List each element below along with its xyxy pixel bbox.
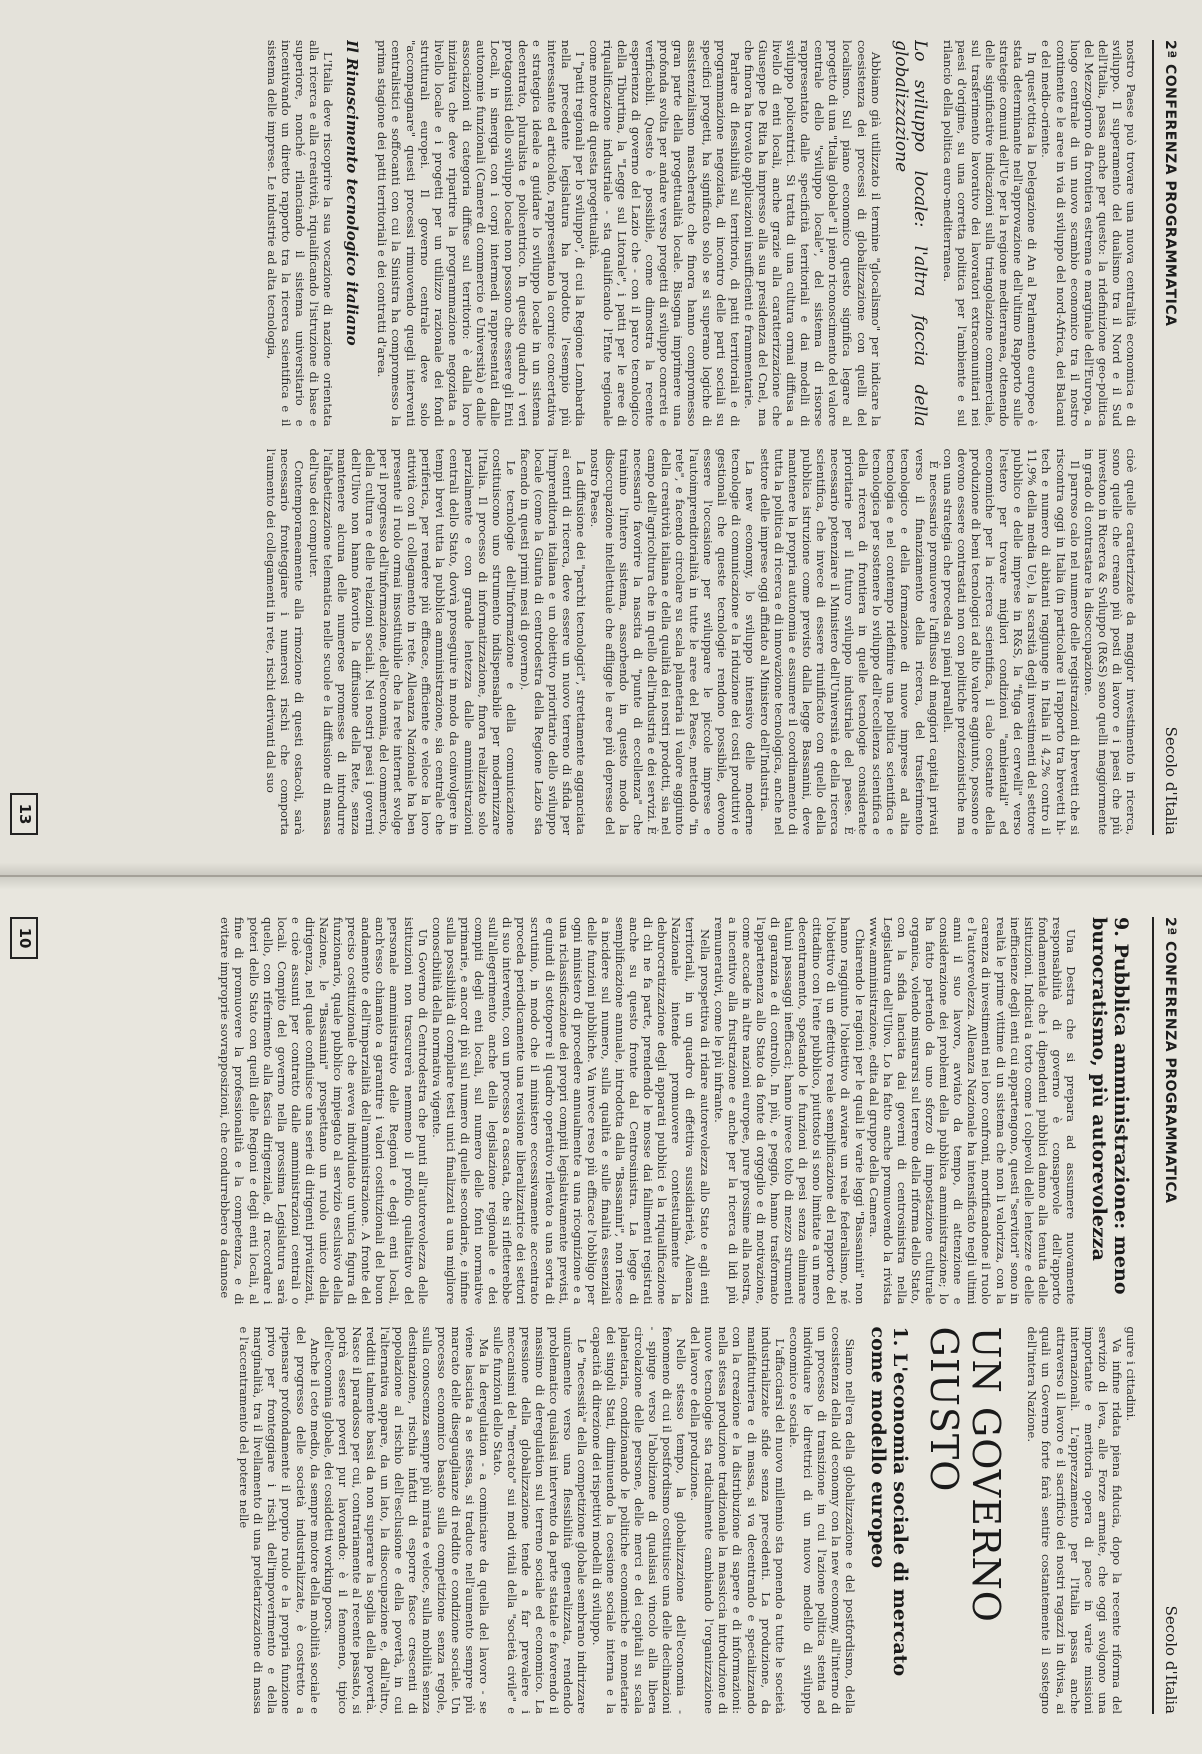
left-page-column-2 bbox=[48, 449, 1138, 836]
paragraph: Nella prospettiva di ridare autorevolezza allo Stato e agli enti territoriali, in un quadro di effettiva sussidiarietà, Alleanza Nazionale intende promuovere contestualmente la deburocratizzazione degli apparati pubblici e la riqualificazione di chi ne fa parte, prendendo le mosse dai fallimenti registrati anche su questo fronte dal Centrosinistra. La legge di semplificazione annuale, introdotta dalla "Bassanini", non riesce a incidere sul numero, sulla qualità e sulle finalità essenziali delle funzioni pubbliche. Va invece reso più efficace l'obbligo per ogni ministero di procedere annualmente a una ricognizione e a una riclassificazione dei propri compiti legislativamente previsti, e quindi di sottoporre il quadro operativo rilevato a una sorta di scrutinio, in modo che il ministero eccessivamente accentrato proceda periodicamente una revisione liberalizzatrice dei settori di suo intervento, con un processo a cascata, che si rifletterebbe sull'allegerimento anche della legislazione regionale e dei compiti degli enti locali, sul numero delle fonti normative primarie, e ancor di più sul numero di quelle secondarie, e infine sulla possibilità di compilare testi unici finalizzati a una migliore conoscibilità della normativa vigente. bbox=[429, 917, 712, 1305]
paragraph: Ma la deregulation - a cominciare da quella del lavoro - se viene lasciata a se stessa, si traduce nell'aumento sempre più marcato delle diseguaglianze di reddito e condizione sociale. Un processo economico basato sulla competizione senza regole, sulla conoscenza sempre più mirata e veloce, sulla mobilità senza destinazione, rischia infatti di esporre fasce crescenti di popolazione al rischio dell'esclusione e della povertà, in cui l'alternativa appare, da un lato, la disoccupazione e, dall'altro, redditi talmente bassi da non superare la soglia della povertà. Nasce il paradosso per cui, contrariamente al recente passato, si potrà essere poveri pur lavorando: è il fenomeno, tipico dell'economia globale, dei cosiddetti working poors. bbox=[321, 1326, 491, 1714]
paragraph: Nello stesso tempo, la globalizzazione dell'economia - fenomeno di cui il postfordismo costituisce una delle declinazioni - spinge verso l'abolizione di qualsiasi vincolo alla libera circolazione delle persone, delle merci e dei capitali su scala planetaria, condizionando le politiche economiche e monetarie dei singoli Stati, diminuendo la coesione sociale interna e la capacità di direzione dei rispettivi modelli di sviluppo. bbox=[589, 1326, 689, 1714]
section-heading-sviluppo-locale: Lo sviluppo locale: l'altra faccia della globalizzazione bbox=[890, 40, 930, 427]
right-page-column-2 bbox=[48, 1327, 1138, 1715]
paragraph: Abbiamo già utilizzato il termine "glocalismo" per indicare la coesistenza dei processi di globalizzazione con quelli del localismo. Sul piano economico questo significa legare al progetto di una "Italia globale" il pieno riconoscimento del valore centrale dello "sviluppo locale", del sistema di risorse rappresentato dalle specificità territoriali e dai modelli di sviluppo policentrici. Si tratta di una cultura ormai diffusa a livello di enti locali, anche grazie alla caratterizzazione che Giuseppe De Rita ha impresso alla sua presidenza del Cnel, ma che finora ha trovato applicazioni insufficienti e frammentarie. bbox=[741, 40, 883, 427]
right-page-columns bbox=[48, 917, 1138, 1714]
paragraph: cioè quelle caratterizzate da maggior investimento in ricerca, sono quelle che creano più posti di lavoro e i paesi che più investono in Ricerca & Sviluppo (R&S) sono quelli maggiormente in grado di contrastare la disoccupazione. bbox=[1081, 448, 1138, 835]
running-head-publication: Secolo d'Italia bbox=[1162, 726, 1180, 835]
paragraph: Contemporaneamente alla rimozione di questi ostacoli, sarà necessario fronteggiare i numerosi rischi che comporta l'aumento dei collegamenti in rete, rischi derivanti dal suo bbox=[264, 448, 307, 835]
paragraph: Chiarendo le ragioni per le quali le varie leggi "Bassanini" non hanno raggiunto l'obiettivo di avviare un reale federalismo, né l'obiettivo di un effettivo reale semplificazione del rapporto del cittadino con l'ente pubblico, piuttosto si sono limitate a un mero decentramento, spostando le funzioni di pesi senza eliminare taluni passaggi inefficaci; hanno invece tolto di mezzo strumenti di garanzia e di controllo. In più, e peggio, hanno trasformato l'appartenenza allo Stato da fonte di orgoglio e di motivazione, come accade in altre nazioni europee, pure prossime alla nostra, a incentivo alla frustrazione e anche per la ricerca di lidi più remunerativi, come le più infrante. bbox=[711, 917, 867, 1305]
paragraph: L'Italia deve riscoprire la sua vocazione di nazione orientata alla ricerca e alla creatività, riqualificando l'istruzione di base e superiore, nonché rilanciando il sistema universitario e incentivando un diretto rapporto tra la ricerca scientifica e il sistema delle imprese. Le industrie ad alta tecnologia, bbox=[264, 40, 336, 427]
running-head-publication: Secolo d'Italia bbox=[1162, 1605, 1180, 1714]
right-page bbox=[0, 877, 1202, 1754]
paragraph: Il parroso calo nel numero delle registrazioni di brevetti che si riscontra oggi in Italia (in particolare il rapporto tra brevetti hi-tech e numero di abitanti raggiunge in Italia il 4,2% contro il 11,9% della media Ue), la scarsità degli investimenti del settore pubblico e delle imprese in R&S, la "fuga dei cervelli" verso l'estero per trovare migliori condizioni "ambientali" ed economiche per la ricerca scientifica, il calo costante della produzione di beni tecnologici ad alto valore aggiunto, possono e devono essere contrastati non con politiche protezionistiche ma con una strategia che proceda su piani paralleli. bbox=[940, 448, 1082, 835]
right-page-column-1 bbox=[48, 917, 1138, 1305]
page-number: 10 bbox=[10, 917, 38, 959]
paragraph: È necessario promuovere l'afflusso di maggiori capitali privati verso il finanziamento della ricerca, del trasferimento tecnologico e della formazione di nuove imprese ad alta tecnologia e nel contempo ridefinire una politica scientifica e tecnologica per sostenere lo sviluppo dell'eccellenza scientifica e della ricerca di frontiera in quelle tecnologie considerate prioritarie per il futuro sviluppo industriale del paese. È necessario potenziare il Ministero dell'Università e della ricerca scientifica, che invece di essere riunificato con quello della pubblica istruzione come previsto dalla legge Bassanini, deve mantenere la propria autonomia e assumere il coordinamento di tutta la politica di ricerca e di innovazione tecnologica, anche nel settore delle imprese oggi affidato al Ministero dell'Industria. bbox=[757, 448, 941, 835]
paragraph: In quest'ottica la Delegazione di An al Parlamento europeo è stata determinante nell'approvazione dell'ultimo Rapporto sulle strategie comuni dell'Ue per la regione mediterranea, ottenendo delle significative indicazioni sulla triangolazione commerciale, sul trasferimento lavorativo dei lavoratori extracomunitari nei paesi d'origine, su una corretta politica per l'ambiente e sul rilancio della politica euro-mediterranea. bbox=[940, 40, 1040, 427]
paragraph: guire i cittadini. bbox=[1124, 1326, 1138, 1421]
running-head-section: 2ª CONFERENZA PROGRAMMATICA bbox=[1162, 917, 1178, 1204]
chapter-title: UN GOVERNO GIUSTO bbox=[922, 1326, 1009, 1623]
paragraph: Va infine ridata piena fiducia, dopo la recente riforma del servizio di leva, alle Forze armate, che oggi svolgono una importante e meritoria opera di pace in varie missioni internazionali. L'apprezzamento per l'Italia passa anche attraverso il lavoro e il sacrificio dei nostri ragazzi in divisa, ai quali un Governo forte farà sentire costantemente il sostegno dell'intera Nazione. bbox=[1025, 1326, 1124, 1714]
left-page-columns bbox=[48, 40, 1138, 835]
paragraph: Un Governo di Centrodestra che punti all'autorevolezza delle istituzioni non trascurerà nemmeno il profilo qualitativo del personale amministrativo delle Regioni e degli enti locali, anch'esso chiamato a garantire i valori costituzionali del buon andamento e dell'imparzialità dell'amministrazione. A fronte del preciso costituzionale che aveva individuato un'unica figura di funzionario, quale pubblico impiegato al servizio esclusivo della Nazione, le "Bassanini" prospettano un ruolo unico della dirigenza, nel quale confluisce una serie di dirigenti privatizzati, e cioè assunti per contratto dalle amministrazioni centrali o locali. Compito del governo nella prossima Legislatura sarà quello, con riferimento alla fascia dirigenziale, di raccordare i poteri dello Stato con quelli delle Regioni e degli enti locali, al fine di promuovere la professionalità e la competenza, e di evitare improprie sovrapposizioni, che condurrebbero a dannose bbox=[218, 917, 430, 1305]
paragraph: nostro Paese può trovare una nuova centralità economica e di sviluppo. Il superamento del dualismo tra il Nord e il Sud dell'Italia, passa anche per questo: la ridefinizione geo-politica del Mezzogiorno da frontiera estrema e marginale dell'Europa, a luogo centrale di un nuovo scambio economico tra il nostro continente e le aree in via di sviluppo del nord-Africa, dei Balcani e del medio-oriente. bbox=[1039, 40, 1138, 427]
paragraph: Le tecnologie dell'informazione e della comunicazione costituiscono uno strumento indispensabile per modernizzare l'Italia. Il processo di informatizzazione, finora realizzato solo parzialmente e con grande lentezza dalle amministrazioni centrali dello Stato, dovrà proseguire in modo da coinvolgere in tempi brevi tutta la pubblica amministrazione, sia centrale che periferica, per rendere più efficace, efficiente e veloce la loro attività con il collegamento in rete. Alleanza Nazionale ha ben presente il ruolo ormai insostituibile che la rete internet svolge per il progresso dell'informazione, dell'economia, del commercio, della cultura e delle relazioni sociali. Nei nostri paesi i governi dell'Ulivo non hanno favorito la diffusione della Rete, senza mantenere alcuna delle numerose promesse di introdurre l'alfabetizzazione telematica nelle scuole e la diffusione di massa dell'uso dei computer. bbox=[306, 448, 518, 835]
paragraph: Una Destra che si prepara ad assumere nuovamente responsabilità di governo è consapevole dell'apporto fondamentale che i dipendenti pubblici danno alla tenuta delle istituzioni. Indicati a torto come i colpevoli delle lentezze e delle inefficienze degli enti cui appartengono, questi "servitori" sono in realtà le prime vittime di un sistema che non li valorizza, con la carenza di investimenti nei loro confronti, mortificandone il ruolo e l'autorevolezza. Alleanza Nazionale ha intensificato negli ultimi anni il suo lavoro, avviato da tempo, di attenzione e considerazione dei problemi della pubblica amministrazione; lo ha fatto partendo da uno sforzo di impostazione culturale organica, volendo misurarsi sul terreno della riforma dello Stato, con la sfida lanciata dai governi di centrosinistra nella Legislatura dell'Ulivo. Lo ha fatto anche promuovendo la rivista www.amministrazione, edita dal gruppo della Camera. bbox=[866, 917, 1078, 1305]
paragraph: La diffusione dei "parchi tecnologici", strettamente agganciata ai centri di ricerca, deve essere un nuovo terreno di sfida per l'imprenditoria italiana e un obiettivo prioritario dello sviluppo locale (come la Giunta di centrodestra della Regione Lazio sta facendo in questi primi mesi di governo). bbox=[517, 448, 589, 835]
left-page-column-1 bbox=[48, 40, 1138, 427]
paragraph: I "patti regionali per lo sviluppo", di cui la Regione Lombardia nella precedente legislatura ha prodotto l'esempio più interessante ed articolato, rappresentano la cornice concertativa e strategica ideale a guidare lo sviluppo locale in un sistema decentrato, pluralista e policentrico. In questo quadro i veri protagonisti dello sviluppo locale non possono che essere gli Enti Locali, in sinergia con i corpi intermedi rappresentati dalle autonomie funzionali (Camere di commercio e Università) e dalle associazioni di categoria diffuse sul territorio: è dalla loro iniziativa che deve ripartire la programmazione negoziata a livello locale e i progetti per un utilizzo razionale dei fondi strutturali europei. Il governo centrale deve solo "accompagnare" questi processi rimuovendo quegli interventi centralistici e soffocanti con cui la Sinistra ha compromesso la prima stagione dei patti territoriali e dei contratti d'area. bbox=[375, 40, 587, 427]
right-running-head bbox=[1152, 917, 1180, 1714]
section-heading-economia-sociale: 1. L'economia sociale di mercato come modello europeo bbox=[867, 1326, 912, 1677]
running-head-section: 2ª CONFERENZA PROGRAMMATICA bbox=[1162, 40, 1178, 327]
paragraph: L'affacciarsi del nuovo millennio sta ponendo a tutte le società industrializzate sfide senza precedenti. La produzione, da manifatturiera e di massa, si va decentrando e specializzando con la creazione e la distribuzione di sapere e di informazioni: nella stessa produzione tradizionale la massiccia introduzione di nuove tecnologie sta radicalmente cambiando l'organizzazione del lavoro e della produzione. bbox=[688, 1326, 787, 1714]
left-running-head bbox=[1152, 40, 1180, 835]
section-heading-rinascimento-tecnologico: Il Rinascimento tecnologico italiano bbox=[343, 40, 362, 346]
paragraph: Le "necessità" della competizione globale sembrano indirizzare unicamente verso una flessibilità generalizzata, rendendo problematico qualsiasi intervento da parte statale e favorendo il massimo di deregulation sul terreno sociale ed economico. La pressione della globalizzazione tende a far prevalere i meccanismi del "mercato" sui modi vitali della "società civile" e sulle funzioni dello Stato. bbox=[490, 1326, 590, 1714]
paragraph: Parlare di flessibilità sul territorio, di patti territoriali e di programmazione negoziata, di incontro delle parti sociali su specifici progetti, ha significato solo se si superano logiche di assistenzialismo mascherato che finora hanno compromesso gran parte della progettualità locale. Bisogna imprimere una profonda svolta per andare verso progetti di sviluppo concreti e verificabili. Questo è possibile, come dimostra la recente esperienza di governo del Lazio che - con il parco tecnologico della Tiburtina, la "Legge sul Litorale", i patti per le aree di riqualificazione industriale - sta qualificando l'Ente regionale come motore di questa progettualità. bbox=[586, 40, 742, 427]
paragraph: La new economy, lo sviluppo intensivo delle moderne tecnologie di comunicazione e la riduzione dei costi produttivi e gestionali che queste tecnologie rendono possibile, devono essere l'occasione per sviluppare le piccole imprese e l'autoimprenditorialità in tutte le aree del Paese, mettendo "in rete", e facendo circolare su scala planetaria il valore aggiunto della creatività italiana e della qualità dei nostri prodotti, sia nel campo dell'agricoltura che in quello dell'industria e dei servizi. È necessario favorire la nascita di "punte di eccellenza" che trainino l'intero sistema, assorbendo in questo modo la disoccupazione intellettuale che affligge le aree più depresse del nostro Paese. bbox=[588, 448, 758, 835]
paragraph: Anche il ceto medio, da sempre motore della mobilità sociale e del progresso delle società industrializzate, è costretto a ripensare profondamente il proprio ruolo e la propria funzione privo per fronteggiare i rischi dell'impoverimento e della marginalità, tra il livellamento di una proletarizzazione di massa e l'accentramento del potere nelle bbox=[237, 1326, 322, 1714]
section-heading-pubblica-amministrazione: 9. Pubblica amministrazione: meno burocratismo, più autorevolezza bbox=[1088, 917, 1132, 1295]
paragraph: Siamo nell'era della globalizzazione e del postfordismo, della coesistenza della old economy con la new economy, all'interno di un processo di transizione in cui l'azione politica stenta ad individuare le direttrici di un nuovo modello di sviluppo economico e sociale. bbox=[786, 1326, 858, 1714]
page-number: 13 bbox=[10, 793, 38, 835]
